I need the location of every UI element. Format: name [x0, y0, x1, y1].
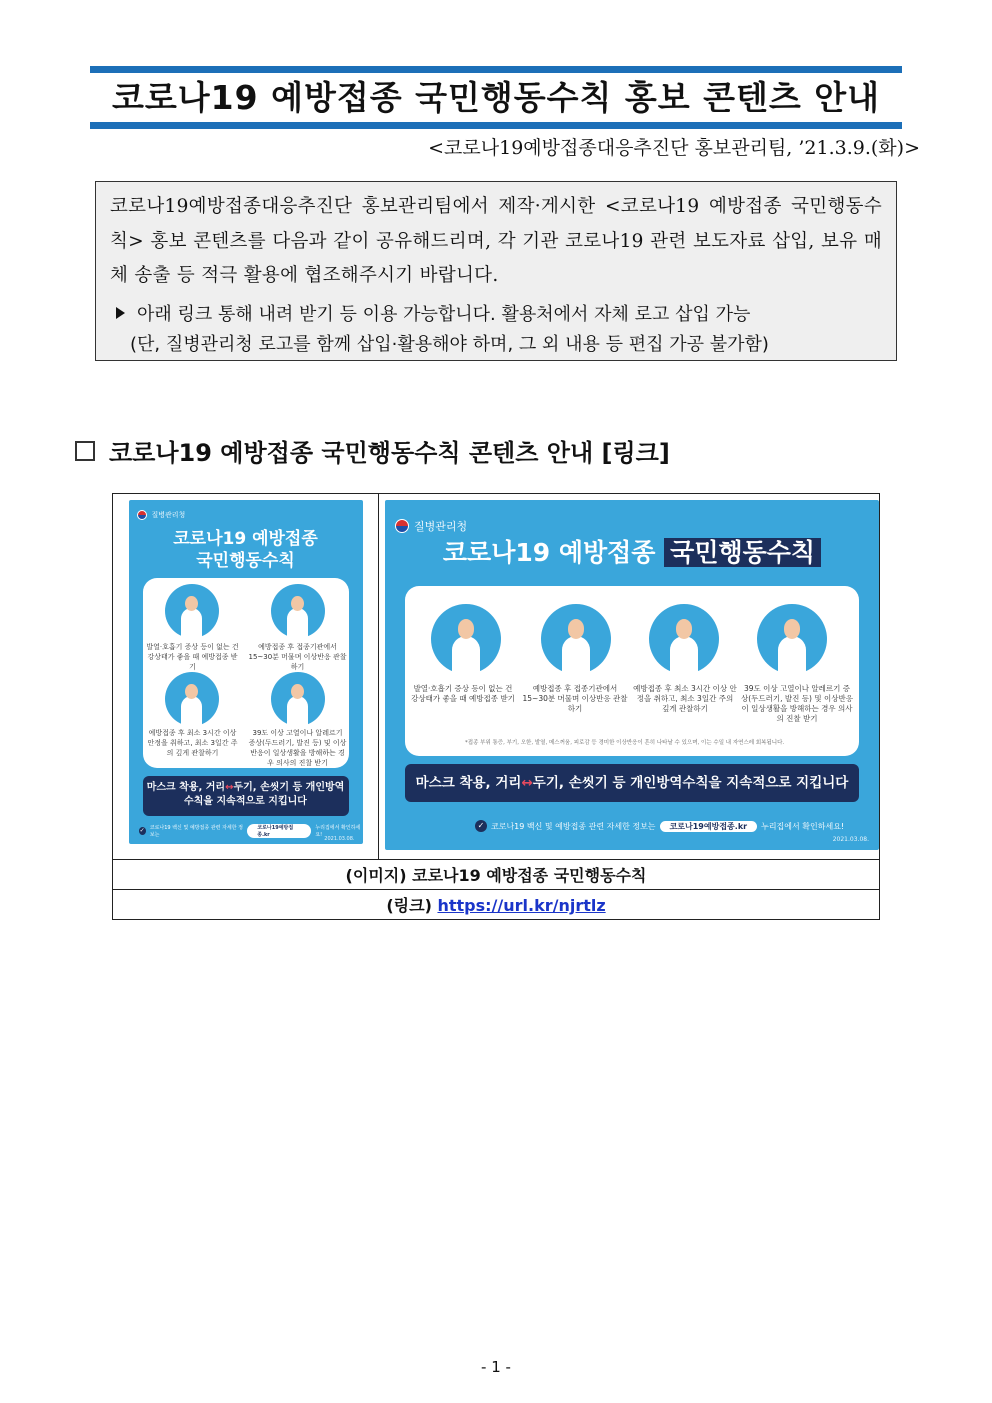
notice-body: 코로나19예방접종대응추진단 홍보관리팀에서 제작·게시한 <코로나19 예방접종 국민행동수칙> 홍보 콘텐츠를 다음과 같이 공유해드리며, 각 기관 코로나19 관련 보도자료 삽입, 보유 매체 송출 등 적극 활용에 협조해주시기 바랍니다.: [110, 196, 882, 286]
download-link[interactable]: https://url.kr/njrtlz: [437, 896, 606, 915]
subtitle: <코로나19예방접종대응추진단 홍보관리팀, ’21.3.9.(화)>: [428, 137, 920, 159]
poster-footer: ✓ 코로나19 백신 및 예방접종 관련 자세한 정보는 코로나19예방접종.kr 누리집에서 확인하세요!: [475, 820, 844, 832]
check-icon: ✓: [475, 820, 487, 832]
doctor-icon: [271, 672, 325, 726]
timer-icon: [271, 584, 325, 638]
poster-panel: 발열·호흡기 증상 등이 없는 건강상태가 좋을 때 예방접종 받기 예방접종 후 접종기관에서 15~30분 머물며 이상반응 관찰하기 예방접종 후 최소 3시간 이상 안정을 취하고, 최소 3일간 주의 깊게 관찰하기 39도 이상 고열이나 알레르기 증상(두드러기, 발진 등) 및 이상반응이 일상생활을 방해하는 경우 의사의 진찰 받기: [143, 578, 349, 768]
poster-title: 코로나19 예방접종 국민행동수칙: [173, 529, 318, 571]
check-icon: ✓: [139, 827, 145, 834]
timer-icon: [541, 604, 611, 674]
poster-portrait-cell: [113, 494, 379, 860]
notice-bullet-sub: (단, 질병관리청 로고를 함께 삽입·활용해야 하며, 그 외 내용 등 편집 가공 불가함): [130, 333, 769, 355]
poster-portrait: 질병관리청 코로나19 예방접종 국민행동수칙 발열·호흡기 증상 등이 없는 건강상태가 좋을 때 예방접종 받기 예방접종 후 접종기관에서 15~30분 머물며 이상반응 관찰하기 예방접종 후 최소 3시간 이상 안정을 취하고, 최소 3일간 주의 깊게 관찰하기 39도 이상 고열이나 알레르기 증상(두드러기, 발진 등) 및 이상반응이 일상생활을 방해하는 경우 의사의 진찰 받기 마스크 착용, 거리↔두기, 손씻기 등 개인방역수칙을 지속적으로 지킵니다 ✓ 코로나19 백신 및 예방접종 관련 자세한 정보는 코로나19예방접종.kr 누리집에서 확인하세요! 2021.03.08.: [129, 500, 363, 844]
clock-icon: [649, 604, 719, 674]
title-bar-bottom: [90, 122, 902, 129]
kdca-logo-icon: [137, 510, 147, 520]
poster-banner: 마스크 착용, 거리↔두기, 손씻기 등 개인방역수칙을 지속적으로 지킵니다: [405, 764, 859, 802]
person-icon: [165, 584, 219, 638]
link-label: (링크): [386, 896, 432, 915]
poster-logo: 질병관리청: [137, 510, 186, 520]
doctor-icon: [757, 604, 827, 674]
section-heading: [75, 433, 670, 468]
section-heading-text: 코로나19 예방접종 국민행동수칙 콘텐츠 안내 [링크]: [109, 439, 670, 467]
content-table: [112, 493, 880, 920]
page-title: 코로나19 예방접종 국민행동수칙 홍보 콘텐츠 안내: [112, 78, 880, 117]
poster-logo: 질병관리청: [395, 518, 467, 534]
poster-panel: 발열·호흡기 증상 등이 없는 건강상태가 좋을 때 예방접종 받기 예방접종 후 접종기관에서 15~30분 머물며 이상반응 관찰하기 예방접종 후 최소 3시간 이상 안정을 취하고, 최소 3일간 주의 깊게 관찰하기 39도 이상 고열이나 알레르기 증상(두드러기, 발진 등) 및 이상반응이 일상생활을 방해하는 경우 의사의 진찰 받기 *접종 부위 통증, 부기, 오한, 발열, 메스꺼움, 피로감 등 경미한 이상반응이 흔히 나타날 수 있으며, 이는 수일 내 자연스레 회복됩니다.: [405, 586, 859, 756]
link-row: [113, 890, 880, 920]
clock-icon: [165, 672, 219, 726]
poster-landscape-cell: [379, 494, 880, 860]
person-icon: [431, 604, 501, 674]
page-number: - 1 -: [481, 1358, 511, 1376]
poster-footer: ✓ 코로나19 백신 및 예방접종 관련 자세한 정보는 코로나19예방접종.kr 누리집에서 확인하세요!: [139, 825, 361, 838]
triangle-bullet-icon: [116, 307, 125, 319]
title-bar-top: [90, 66, 902, 73]
kdca-logo-icon: [395, 519, 409, 533]
notice-bullet-text: 아래 링크 통해 내려 받기 등 이용 가능합니다. 활용처에서 자체 로고 삽입 가능: [137, 303, 751, 325]
image-caption: (이미지) 코로나19 예방접종 국민행동수칙: [113, 860, 880, 890]
poster-title: 코로나19 예방접종 국민행동수칙: [385, 536, 879, 570]
notice-bullet: [110, 300, 882, 330]
poster-banner: 마스크 착용, 거리↔두기, 손씻기 등 개인방역수칙을 지속적으로 지킵니다: [143, 776, 349, 816]
checkbox-square-icon: [75, 441, 95, 461]
poster-landscape: 질병관리청 코로나19 예방접종 국민행동수칙 발열·호흡기 증상 등이 없는 건강상태가 좋을 때 예방접종 받기 예방접종 후 접종기관에서 15~30분 머물며 이상반응 관찰하기 예방접종 후 최소 3시간 이상 안정을 취하고, 최소 3일간 주의 깊게 관찰하기 39도 이상 고열이나 알레르기 증상(두드러기, 발진 등) 및 이상반응이 일상생활을 방해하는 경우 의사의 진찰 받기 *접종 부위 통증, 부기, 오한, 발열, 메스꺼움, 피로감 등 경미한 이상반응이 흔히 나타날 수 있으며, 이는 수일 내 자연스레 회복됩니다. 마스크 착용, 거리↔두기, 손씻기 등 개인방역수칙을 지속적으로 지킵니다 ✓ 코로나19 백신 및 예방접종 관련 자세한 정보는 코로나19예방접종.kr 누리집에서 확인하세요! 2021.03.08.: [385, 500, 879, 850]
notice-box: [95, 181, 897, 361]
